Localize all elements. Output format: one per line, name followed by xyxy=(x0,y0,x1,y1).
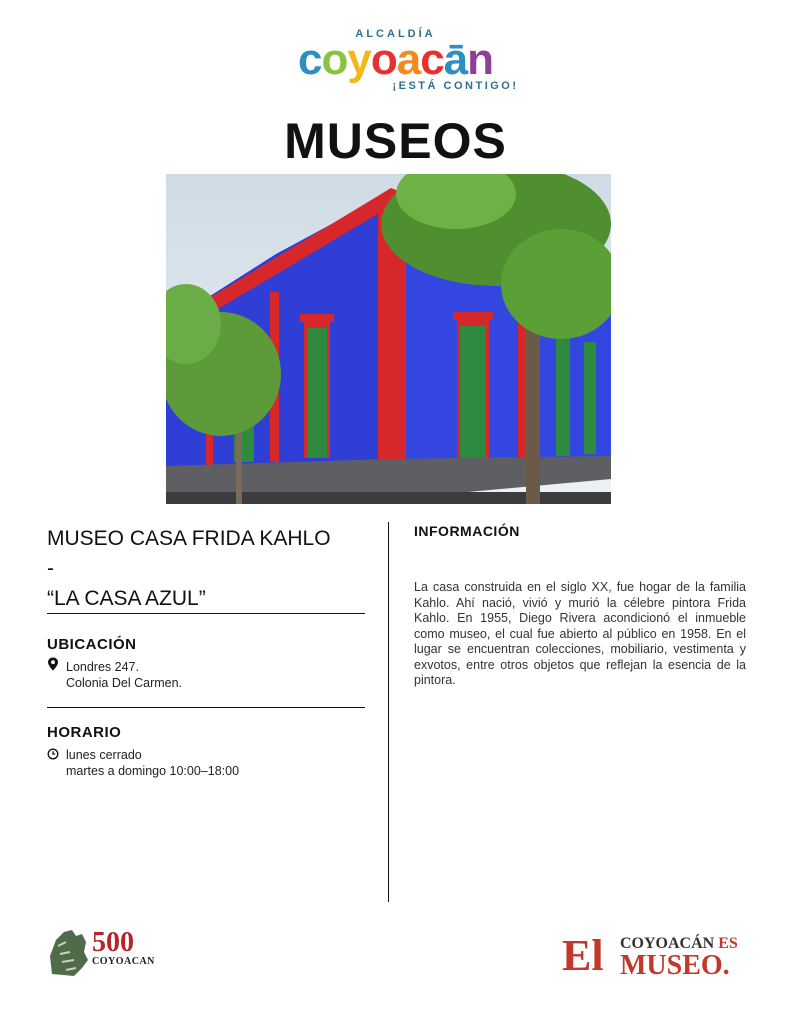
schedule-line1: lunes cerrado xyxy=(66,748,142,762)
logo-tagline: ¡ESTÁ CONTIGO! xyxy=(392,80,519,92)
museum-name-line1: MUSEO CASA FRIDA KAHLO xyxy=(47,527,331,550)
logo-alcaldia-text: ALCALDÍA xyxy=(355,28,436,40)
page-title: MUSEOS xyxy=(284,113,507,169)
museum-name xyxy=(47,524,367,614)
logo-letter: c xyxy=(420,35,444,84)
logo-wordmark xyxy=(0,35,791,84)
location-address-line2: Colonia Del Carmen. xyxy=(66,676,183,690)
location-address-line1: Londres 247. xyxy=(66,660,139,674)
location-heading: UBICACIÓN xyxy=(47,636,137,653)
logo-letter: n xyxy=(467,35,494,84)
information-heading: INFORMACIÓN xyxy=(414,523,520,539)
casa-azul-photo xyxy=(166,174,611,504)
logo-letter: a xyxy=(396,35,421,84)
elmuseo-el: El xyxy=(562,931,604,980)
schedule-heading: HORARIO xyxy=(47,724,122,741)
elmuseo-museo: MUSEO. xyxy=(620,950,730,981)
map-pin-icon xyxy=(47,657,59,671)
logo-500-name: COYOACAN xyxy=(92,956,155,967)
information-text: La casa construida en el siglo XX, fue hogar de la familia Kahlo. Ahí nació, vivió y murió la célebre pintora Frida Kahlo. En 1955, Diego Rivera acondicionó el inmueble como museo, el cual fue abierto al público en 1958. En el lugar se encuentran colecciones, mobiliario, vestimenta y exvotos, entre otros objetos que reflejan la esencia de la pintora. xyxy=(414,580,746,687)
logo-letter: ā xyxy=(443,35,468,84)
logo-letter: c xyxy=(297,35,322,84)
clock-icon xyxy=(47,747,59,761)
logo-500-text xyxy=(92,927,155,967)
logo-letter: o xyxy=(370,35,397,84)
museum-name-line2: - xyxy=(47,557,54,580)
coyoacan-logo xyxy=(0,28,791,92)
elmuseo-es: ES xyxy=(718,935,738,952)
divider-rule xyxy=(47,613,365,614)
column-divider xyxy=(388,522,389,902)
logo-letter: o xyxy=(321,35,348,84)
elmuseo-coyoacan: COYOACÁN xyxy=(620,935,715,952)
logo-letter: y xyxy=(347,35,371,84)
el-coyoacan-es-museo-logo xyxy=(562,932,762,982)
logo-500-number: 500 xyxy=(92,927,134,958)
museum-name-line3: “LA CASA AZUL” xyxy=(47,587,206,610)
schedule-line2: martes a domingo 10:00–18:00 xyxy=(66,764,240,778)
casa-azul-illustration xyxy=(166,174,611,504)
divider-rule xyxy=(47,707,365,708)
